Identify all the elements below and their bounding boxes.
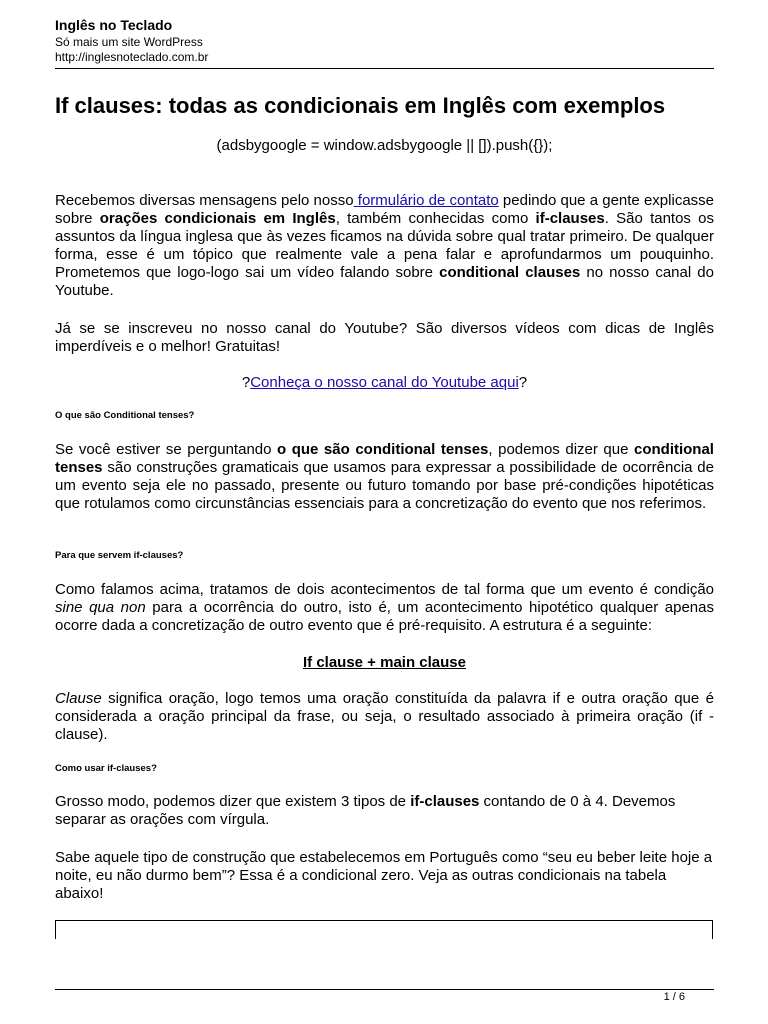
paragraph-clause: Clause significa oração, logo temos uma oração constituída da palavra if e outra oração que é considerada a oração principal da frase, ou seja, o resultado associado à primeira oração (if -clause). xyxy=(55,690,714,743)
post-title: If clauses: todas as condicionais em Inglês com exemplos xyxy=(55,93,666,118)
page-number: 1 / 6 xyxy=(663,991,685,1003)
site-title: Inglês no Teclado xyxy=(55,17,173,33)
youtube-cta: ?Conheça o nosso canal do Youtube aqui? xyxy=(241,374,528,391)
paragraph-conditional-tenses: Se você estiver se perguntando o que são conditional tenses, podemos dizer que conditional tenses são construções gramaticais que usamos para expressar a possibilidade de ocorrência de um evento seja ele no passado, presente ou futuro tomando por base pré-condições hipotéticas que rotulamos como circunstâncias essenciais para a concretização do evento que nos referimos. xyxy=(55,441,714,512)
ads-code-text: (adsbygoogle = window.adsbygoogle || []).push({}); xyxy=(216,137,553,154)
conditionals-table-top xyxy=(55,920,713,939)
paragraph-intro: Recebemos diversas mensagens pelo nosso formulário de contato pedindo que a gente explicasse sobre orações condicionais em Inglês, também conhecidas como if-clauses. São tantos os assuntos da língua inglesa que às vezes ficamos na dúvida sobre qual tratar primeiro. De qualquer forma, esse é um tópico que realmente vale a pena falar e aprofundarmos um pouquinho. Prometemos que logo-logo sai um vídeo falando sobre conditional clauses no nosso canal do Youtube. xyxy=(55,192,715,299)
paragraph-usage: Grosso modo, podemos dizer que existem 3 tipos de if-clauses contando de 0 à 4. Devemos separar as orações com vírgula. xyxy=(55,793,676,828)
contact-form-link[interactable]: formulário de contato xyxy=(353,192,499,209)
header-divider xyxy=(55,68,714,69)
site-url: http://inglesnoteclado.com.br xyxy=(55,50,209,64)
site-tagline: Só mais um site WordPress xyxy=(55,35,203,49)
section-heading-conditional-tenses: O que são Conditional tenses? xyxy=(55,410,195,421)
youtube-channel-link[interactable]: Conheça o nosso canal do Youtube aqui xyxy=(250,374,519,391)
structure-formula: If clause + main clause xyxy=(302,654,466,671)
footer-divider xyxy=(55,989,714,990)
section-heading-purpose: Para que servem if-clauses? xyxy=(55,550,184,561)
section-heading-usage: Como usar if-clauses? xyxy=(55,763,157,774)
paragraph-zero-conditional: Sabe aquele tipo de construção que estabelecemos em Português como “seu eu beber leite hoje a noite, eu não durmo bem”? Essa é a condicional zero. Veja as outras condicionais na tabela abaixo! xyxy=(55,849,713,902)
paragraph-youtube: Já se se inscreveu no nosso canal do Youtube? São diversos vídeos com dicas de Inglês imperdíveis e o melhor! Gratuitas! xyxy=(55,320,714,355)
paragraph-purpose: Como falamos acima, tratamos de dois acontecimentos de tal forma que um evento é condição sine qua non para a ocorrência do outro, isto é, um acontecimento hipotético qualquer apenas ocorre dada a concretização de outro evento que é pré-requisito. A estrutura é a seguinte: xyxy=(55,581,714,634)
